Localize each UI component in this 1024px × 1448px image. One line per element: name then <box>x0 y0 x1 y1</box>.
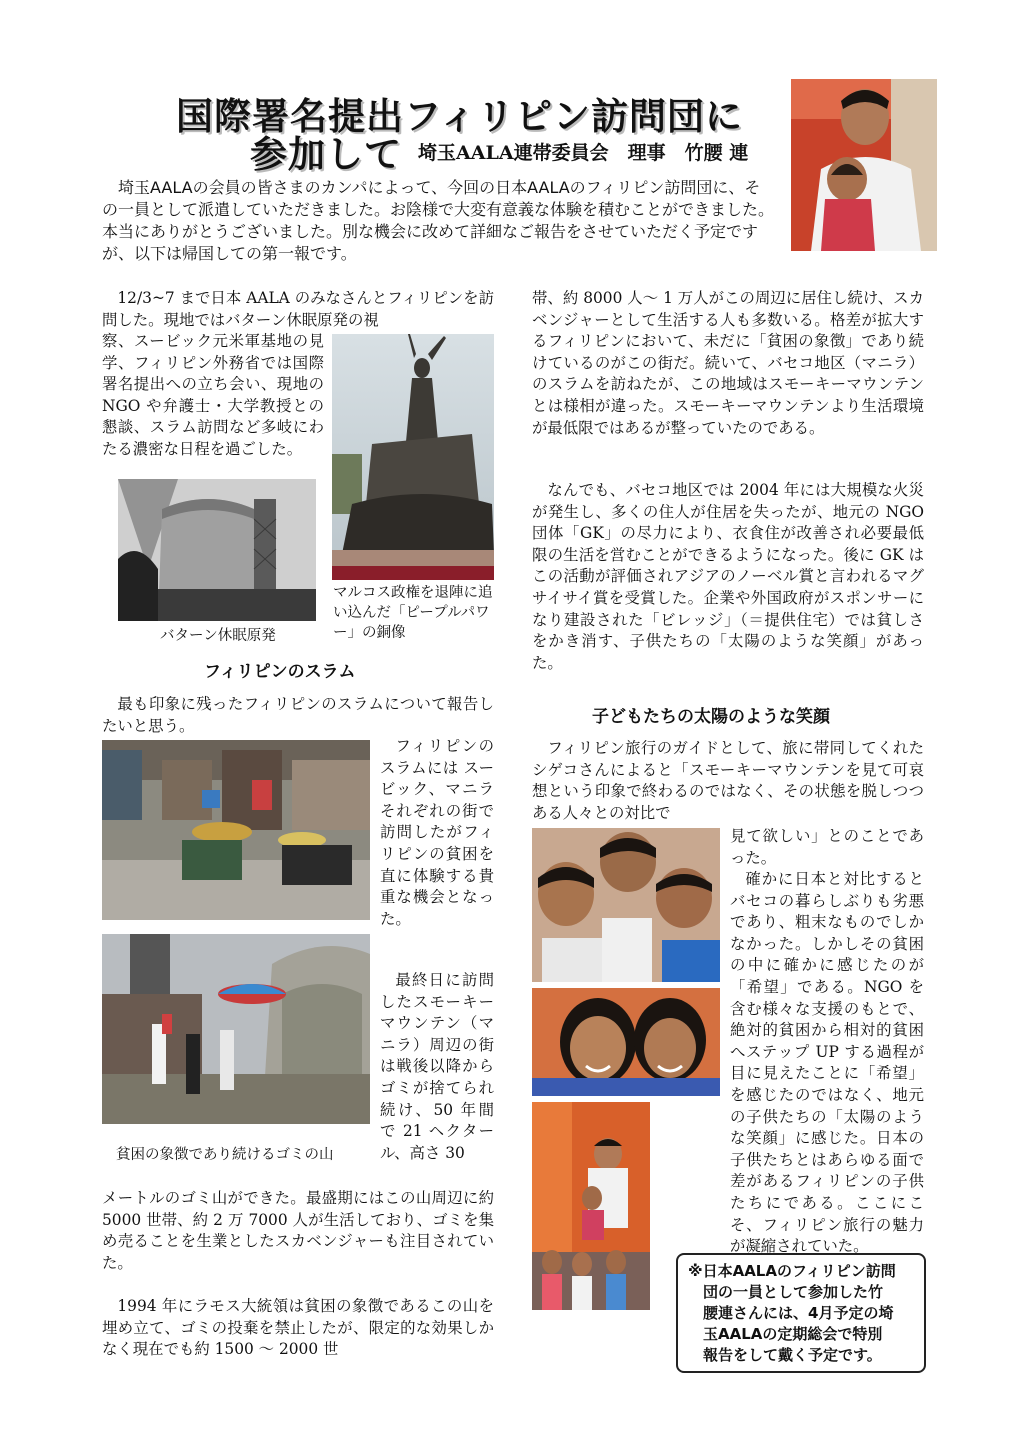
right-paragraph-3-side-text: 見て欲しい」とのことであった。 <box>730 827 924 867</box>
slum-heading: フィリピンのスラム <box>204 662 356 682</box>
reactor-caption: バターン休眠原発 <box>160 628 276 644</box>
right-paragraph-1-text: 帯、約 8000 人～ 1 万人がこの周辺に居住し続け、スカベンジャーとして生活する人も多数いる。格差が拡大するフィリピンにおいて、未だに「貧困の象徴」であり続けているのがこの街だ。続いて、バセコ地区（マニラ）のスラムを訪ねたが、この地域はスモーキーマウンテンとは様相が違った。スモーキーマウンテンより生活環境が最低限ではあるが整っていたのである。 <box>532 289 924 437</box>
right-paragraph-3-text: フィリピン旅行のガイドとして、旅に帯同してくれたシゲコさんによると「スモーキーマウンテンを見て可哀想という印象で終わるのではなく、その状態を脱しつつある人々との対比で <box>532 739 924 822</box>
intro-paragraph-text: 察、スービック元米軍基地の見学、フィリピン外務省では国際署名提出への立ち会い、現地の NGO や弁護士・大学教授との懇談、スラム訪問など多岐にわたる濃密な日程を過ごした。 <box>102 332 324 458</box>
slum-paragraph-1 <box>380 736 494 930</box>
right-paragraph-1 <box>532 288 924 439</box>
children-photo-2 <box>532 988 720 1096</box>
garbage-mountain-photo <box>102 934 370 1124</box>
slum-intro-text: 最も印象に残ったフィリピンのスラムについて報告したいと思う。 <box>102 695 494 735</box>
author-line: 埼玉AALA連帯委員会 理事 竹腰 連 <box>418 142 749 164</box>
note-line-1: ※日本AALAのフィリピン訪問 <box>688 1262 896 1280</box>
garbage-caption: 貧困の象徴であり続けるゴミの山 <box>116 1147 334 1163</box>
slum-paragraph-3 <box>102 1296 494 1361</box>
slum-paragraph-2 <box>380 970 494 1164</box>
right-paragraph-2 <box>532 480 924 674</box>
title-line-2: 参加して <box>250 133 402 176</box>
slum-paragraph-2-continued-text: メートルのゴミ山ができた。最盛期にはこの山周辺に約 5000 世帯、約 2 万 7000 人が生活しており、ゴミを集め売ることを生業としたスカベンジャーも注目されていた。 <box>102 1189 494 1272</box>
people-power-statue-photo <box>332 334 494 580</box>
right-paragraph-4-text: 確かに日本と対比するとバセコの暮らしぶりも劣悪であり、粗末なものでしかなかった。しかしその貧困の中に確かに感じたのが「希望」である。NGO を含む様々な支援のもとで、絶対的貧困から相対的貧困へステップ UP する過程が目に見えたことに「希望」を感じたのではなく、地元の子供たちの「太陽のような笑顔」に感じた。日本の子供たちとはあらゆる面で差があるフィリピンの子供たちにである。ここにこそ、フィリピン旅行の魅力が凝縮されていた。 <box>730 870 924 1256</box>
intro-paragraph <box>102 331 324 461</box>
note-line-3: 腰連さんには、4月予定の埼 <box>703 1304 894 1322</box>
smile-heading: 子どもたちの太陽のような笑顔 <box>592 707 830 727</box>
slum-paragraph-2-continued <box>102 1188 494 1274</box>
note-line-4: 玉AALAの定期総会で特別 <box>703 1325 883 1343</box>
title-line-1: 国際署名提出フィリピン訪問団に <box>176 95 744 138</box>
note-line-2: 団の一員として参加した竹 <box>703 1283 884 1301</box>
right-paragraph-4 <box>730 869 924 1258</box>
slum-paragraph-3-text: 1994 年にラモス大統領は貧困の象徴であるこの山を埋め立て、ゴミの投棄を禁止したが、限定的な効果しかなく現在でも約 1500 ～ 2000 世 <box>102 1297 494 1359</box>
intro-first-line <box>102 288 494 331</box>
children-photo-1 <box>532 828 720 982</box>
slum-paragraph-1-text: フィリピンのスラムには スービック、マニラそれぞれの街で訪問したがフィリピンの貧困を直に体験する貴重な機会となった。 <box>380 737 494 928</box>
special-report-note <box>676 1253 926 1373</box>
right-paragraph-3 <box>532 738 924 824</box>
portrait-photo <box>791 79 937 251</box>
lead-paragraph: 埼玉AALAの会員の皆さまのカンパによって、今回の日本AALAのフィリピン訪問団に、その一員として派遣していただきました。お陰様で大変有意義な体験を積むことができました。本当にありがとうございました。別な機会に改めて詳細なご報告をさせていただく予定ですが、以下は帰国しての第一報です。 <box>102 178 775 263</box>
children-photo-3 <box>532 1102 650 1310</box>
slum-intro <box>102 694 494 737</box>
right-paragraph-2-text: なんでも、バセコ地区では 2004 年には大規模な火災が発生し、多くの住人が住居を失ったが、地元の NGO 団体「GK」の尽力により、衣食住が改善され必要最低限の生活を営むことができるようになった。後に GK はこの活動が評価されアジアのノーベル賞と言われるマグサイサイ賞を受賞した。企業や外国政府がスポンサーになり建設された「ビレッジ」（＝提供住宅）では貧しさをかき消す、子供たちの「太陽のような笑顔」があった。 <box>532 481 924 672</box>
right-paragraph-3-side <box>730 826 924 869</box>
slum-paragraph-2-text: 最終日に訪問したスモーキーマウンテン（マニラ）周辺の街は戦後以降からゴミが捨てられ続け、50 年間で 21 ヘクタール、高さ 30 <box>380 971 494 1162</box>
intro-first-line-text: 12/3~7 まで日本 AALA のみなさんとフィリピンを訪問した。現地ではバターン休眠原発の視 <box>102 289 494 329</box>
slum-street-photo <box>102 740 370 920</box>
note-line-5: 報告をして戴く予定です。 <box>703 1346 882 1364</box>
statue-caption: マルコス政権を退陣に追い込んだ「ピープルパワー」の銅像 <box>333 585 493 641</box>
bataan-reactor-photo <box>118 479 316 621</box>
